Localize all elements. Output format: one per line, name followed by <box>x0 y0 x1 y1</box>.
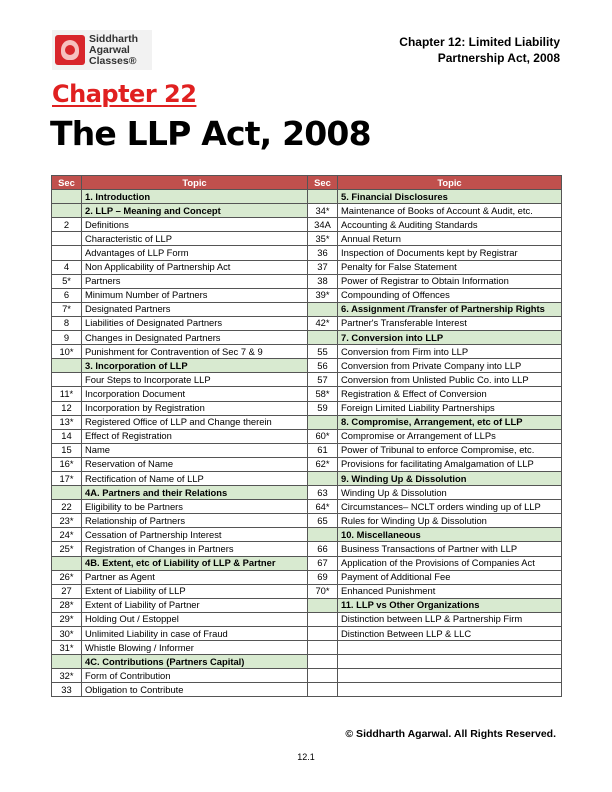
table-row <box>52 274 562 288</box>
section-number-cell: 35* <box>308 232 338 246</box>
section-number-cell: 61 <box>308 443 338 457</box>
topic-cell: Business Transactions of Partner with LLP <box>338 542 562 556</box>
section-number-cell: 28* <box>52 598 82 612</box>
topic-cell: Changes in Designated Partners <box>82 331 308 345</box>
topic-cell: Incorporation by Registration <box>82 401 308 415</box>
section-number-cell <box>308 331 338 345</box>
column-header-topic: Topic <box>82 176 308 190</box>
section-number-cell: 23* <box>52 514 82 528</box>
table-row <box>52 331 562 345</box>
section-number-cell: 13* <box>52 415 82 429</box>
section-number-cell: 64* <box>308 500 338 514</box>
topic-cell: Conversion from Private Company into LLP <box>338 359 562 373</box>
sections-table <box>51 175 562 697</box>
section-number-cell <box>308 655 338 669</box>
topic-cell: Extent of Liability of Partner <box>82 598 308 612</box>
table-row <box>52 655 562 669</box>
topic-cell: Registered Office of LLP and Change therein <box>82 415 308 429</box>
topic-cell: Foreign Limited Liability Partnerships <box>338 401 562 415</box>
table-row <box>52 429 562 443</box>
section-number-cell: 63 <box>308 486 338 500</box>
running-header-line-1: Chapter 12: Limited Liability <box>399 35 560 49</box>
topic-cell: Partners <box>82 274 308 288</box>
topic-cell: Conversion from Firm into LLP <box>338 345 562 359</box>
topic-cell: Registration of Changes in Partners <box>82 542 308 556</box>
topic-cell: Eligibility to be Partners <box>82 500 308 514</box>
section-number-cell: 59 <box>308 401 338 415</box>
brand-line-1: Siddharth <box>89 32 138 45</box>
table-row <box>52 190 562 204</box>
section-number-cell: 8 <box>52 316 82 330</box>
table-row <box>52 415 562 429</box>
section-number-cell <box>308 415 338 429</box>
table-row <box>52 612 562 626</box>
topic-cell: Annual Return <box>338 232 562 246</box>
topic-cell: Enhanced Punishment <box>338 584 562 598</box>
section-number-cell: 6 <box>52 288 82 302</box>
topic-cell: Rules for Winding Up & Dissolution <box>338 514 562 528</box>
section-number-cell <box>308 190 338 204</box>
section-number-cell: 42* <box>308 316 338 330</box>
topic-cell: Advantages of LLP Form <box>82 246 308 260</box>
topic-cell: Penalty for False Statement <box>338 260 562 274</box>
column-header-sec: Sec <box>308 176 338 190</box>
table-row <box>52 373 562 387</box>
topic-cell: Four Steps to Incorporate LLP <box>82 373 308 387</box>
section-number-cell: 24* <box>52 528 82 542</box>
section-number-cell <box>308 627 338 641</box>
section-number-cell: 25* <box>52 542 82 556</box>
section-number-cell <box>308 669 338 683</box>
running-header <box>399 34 560 66</box>
section-number-cell: 70* <box>308 584 338 598</box>
topic-cell: Distinction Between LLP & LLC <box>338 627 562 641</box>
section-number-cell: 32* <box>52 669 82 683</box>
section-number-cell: 67 <box>308 556 338 570</box>
topic-cell: Partner as Agent <box>82 570 308 584</box>
table-row <box>52 302 562 316</box>
section-number-cell <box>308 683 338 697</box>
table-row <box>52 204 562 218</box>
topic-cell: Distinction between LLP & Partnership Firm <box>338 612 562 626</box>
table-header-row <box>52 176 562 190</box>
topic-cell: Obligation to Contribute <box>82 683 308 697</box>
table-row <box>52 570 562 584</box>
topic-cell: Liabilities of Designated Partners <box>82 316 308 330</box>
topic-cell: Application of the Provisions of Companies Act <box>338 556 562 570</box>
page-number: 12.1 <box>297 752 315 762</box>
section-number-cell <box>308 528 338 542</box>
topic-cell: Rectification of Name of LLP <box>82 471 308 485</box>
section-number-cell <box>308 302 338 316</box>
section-number-cell: 16* <box>52 457 82 471</box>
topic-cell: Cessation of Partnership Interest <box>82 528 308 542</box>
section-number-cell <box>308 471 338 485</box>
topic-cell: Payment of Additional Fee <box>338 570 562 584</box>
page-title: The LLP Act, 2008 <box>50 114 371 153</box>
chapter-label: Chapter 22 <box>52 80 197 108</box>
section-group-heading: 4C. Contributions (Partners Capital) <box>82 655 308 669</box>
table-row <box>52 500 562 514</box>
section-number-cell: 9 <box>52 331 82 345</box>
section-number-cell: 10* <box>52 345 82 359</box>
section-number-cell <box>52 486 82 500</box>
topic-cell: Name <box>82 443 308 457</box>
section-number-cell <box>52 359 82 373</box>
section-number-cell: 31* <box>52 641 82 655</box>
topic-cell: Non Applicability of Partnership Act <box>82 260 308 274</box>
section-number-cell: 26* <box>52 570 82 584</box>
section-number-cell <box>52 556 82 570</box>
section-number-cell: 11* <box>52 387 82 401</box>
section-group-heading: 7. Conversion into LLP <box>338 331 562 345</box>
section-number-cell <box>52 190 82 204</box>
section-group-heading: 6. Assignment /Transfer of Partnership Rights <box>338 302 562 316</box>
section-number-cell: 34A <box>308 218 338 232</box>
table-row <box>52 598 562 612</box>
section-group-heading: 4A. Partners and their Relations <box>82 486 308 500</box>
topic-cell: Relationship of Partners <box>82 514 308 528</box>
section-number-cell <box>52 204 82 218</box>
section-number-cell: 4 <box>52 260 82 274</box>
section-number-cell: 37 <box>308 260 338 274</box>
topic-cell: Definitions <box>82 218 308 232</box>
table-row <box>52 528 562 542</box>
section-number-cell: 39* <box>308 288 338 302</box>
section-number-cell: 27 <box>52 584 82 598</box>
copyright-notice: © Siddharth Agarwal. All Rights Reserved. <box>345 728 556 740</box>
table-row <box>52 514 562 528</box>
table-row <box>52 401 562 415</box>
topic-cell: Compromise or Arrangement of LLPs <box>338 429 562 443</box>
section-number-cell <box>308 641 338 655</box>
table-row <box>52 556 562 570</box>
section-number-cell: 65 <box>308 514 338 528</box>
topic-cell: Reservation of Name <box>82 457 308 471</box>
section-group-heading: 2. LLP – Meaning and Concept <box>82 204 308 218</box>
table-body <box>52 190 562 697</box>
table-row <box>52 359 562 373</box>
topic-cell: Designated Partners <box>82 302 308 316</box>
section-number-cell: 57 <box>308 373 338 387</box>
topic-cell: Form of Contribution <box>82 669 308 683</box>
table-row <box>52 260 562 274</box>
topic-cell: Extent of Liability of LLP <box>82 584 308 598</box>
table-row <box>52 542 562 556</box>
brand-line-3: Classes® <box>89 54 137 67</box>
section-group-heading: 9. Winding Up & Dissolution <box>338 471 562 485</box>
section-number-cell: 38 <box>308 274 338 288</box>
topic-cell: Effect of Registration <box>82 429 308 443</box>
table-row <box>52 443 562 457</box>
table-row <box>52 246 562 260</box>
topic-cell: Inspection of Documents kept by Registrar <box>338 246 562 260</box>
topic-cell: Whistle Blowing / Informer <box>82 641 308 655</box>
topic-cell: Punishment for Contravention of Sec 7 & 9 <box>82 345 308 359</box>
section-number-cell: 33 <box>52 683 82 697</box>
section-number-cell: 22 <box>52 500 82 514</box>
brand-name <box>89 34 138 67</box>
section-number-cell <box>308 598 338 612</box>
table-row <box>52 641 562 655</box>
column-header-topic: Topic <box>338 176 562 190</box>
section-number-cell <box>52 373 82 387</box>
table-row <box>52 486 562 500</box>
table-row <box>52 316 562 330</box>
table-row <box>52 218 562 232</box>
topic-cell: Power of Tribunal to enforce Compromise, etc. <box>338 443 562 457</box>
topic-cell: Unlimited Liability in case of Fraud <box>82 627 308 641</box>
brand-logo <box>52 30 152 70</box>
table-row <box>52 471 562 485</box>
section-number-cell: 56 <box>308 359 338 373</box>
topic-cell: Compounding of Offences <box>338 288 562 302</box>
section-number-cell <box>52 232 82 246</box>
column-header-sec: Sec <box>52 176 82 190</box>
section-number-cell: 14 <box>52 429 82 443</box>
table-row <box>52 683 562 697</box>
table-row <box>52 457 562 471</box>
topic-cell <box>338 683 562 697</box>
section-group-heading: 1. Introduction <box>82 190 308 204</box>
section-group-heading: 10. Miscellaneous <box>338 528 562 542</box>
topic-cell: Winding Up & Dissolution <box>338 486 562 500</box>
ganesha-logo-icon <box>55 35 85 65</box>
topic-cell: Incorporation Document <box>82 387 308 401</box>
topic-cell: Characteristic of LLP <box>82 232 308 246</box>
section-number-cell: 30* <box>52 627 82 641</box>
section-group-heading: 8. Compromise, Arrangement, etc of LLP <box>338 415 562 429</box>
topic-cell: Power of Registrar to Obtain Information <box>338 274 562 288</box>
section-number-cell: 7* <box>52 302 82 316</box>
topic-cell <box>338 641 562 655</box>
section-number-cell: 66 <box>308 542 338 556</box>
table-row <box>52 288 562 302</box>
topic-cell <box>338 669 562 683</box>
section-number-cell <box>52 655 82 669</box>
section-group-heading: 3. Incorporation of LLP <box>82 359 308 373</box>
table-row <box>52 387 562 401</box>
section-group-heading: 11. LLP vs Other Organizations <box>338 598 562 612</box>
topic-cell: Circumstances– NCLT orders winding up of LLP <box>338 500 562 514</box>
section-number-cell: 62* <box>308 457 338 471</box>
topic-cell <box>338 655 562 669</box>
brand-line-2: Agarwal <box>89 43 130 56</box>
topic-cell: Registration & Effect of Conversion <box>338 387 562 401</box>
section-number-cell: 60* <box>308 429 338 443</box>
table-row <box>52 627 562 641</box>
topic-cell: Partner's Transferable Interest <box>338 316 562 330</box>
section-number-cell: 17* <box>52 471 82 485</box>
section-number-cell: 36 <box>308 246 338 260</box>
section-number-cell: 5* <box>52 274 82 288</box>
section-group-heading: 5. Financial Disclosures <box>338 190 562 204</box>
section-number-cell: 12 <box>52 401 82 415</box>
section-number-cell: 55 <box>308 345 338 359</box>
table-row <box>52 584 562 598</box>
table-row <box>52 669 562 683</box>
section-group-heading: 4B. Extent, etc of Liability of LLP & Partner <box>82 556 308 570</box>
topic-cell: Maintenance of Books of Account & Audit, etc. <box>338 204 562 218</box>
topic-cell: Holding Out / Estoppel <box>82 612 308 626</box>
section-number-cell: 2 <box>52 218 82 232</box>
topic-cell: Minimum Number of Partners <box>82 288 308 302</box>
section-number-cell: 69 <box>308 570 338 584</box>
topic-cell: Conversion from Unlisted Public Co. into LLP <box>338 373 562 387</box>
table-row <box>52 232 562 246</box>
section-number-cell <box>52 246 82 260</box>
topic-cell: Accounting & Auditing Standards <box>338 218 562 232</box>
section-number-cell: 58* <box>308 387 338 401</box>
section-number-cell: 34* <box>308 204 338 218</box>
table-row <box>52 345 562 359</box>
running-header-line-2: Partnership Act, 2008 <box>437 51 560 65</box>
section-number-cell <box>308 612 338 626</box>
section-number-cell: 15 <box>52 443 82 457</box>
section-number-cell: 29* <box>52 612 82 626</box>
topic-cell: Provisions for facilitating Amalgamation of LLP <box>338 457 562 471</box>
